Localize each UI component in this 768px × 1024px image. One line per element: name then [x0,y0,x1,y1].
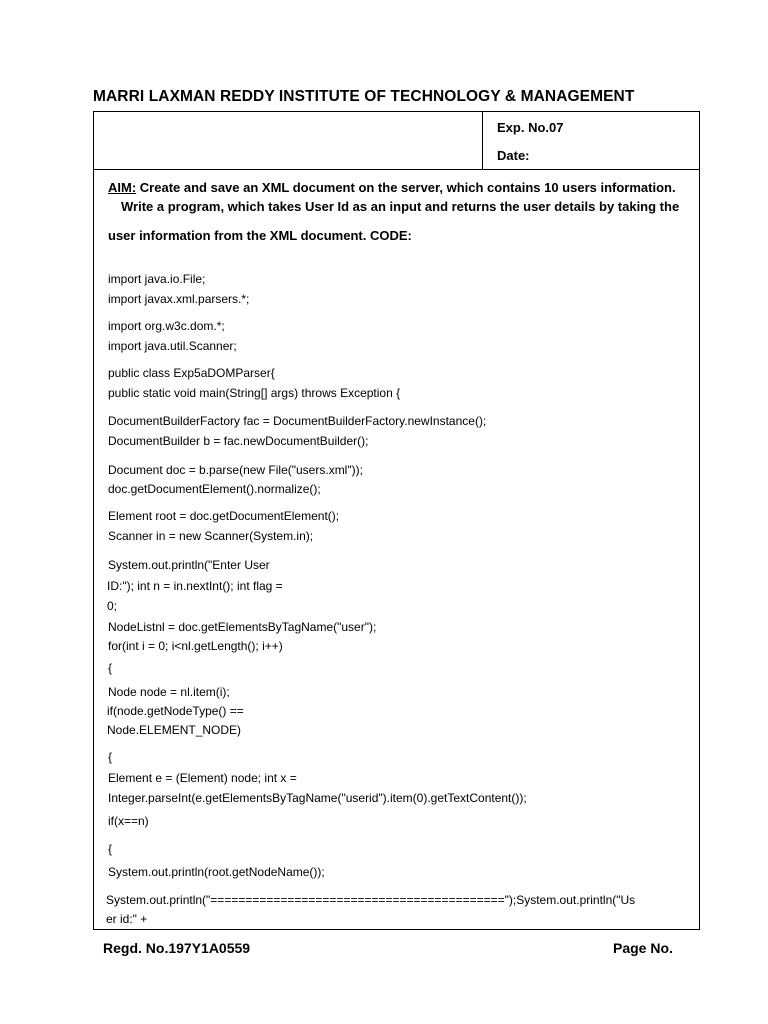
code-line: public class Exp5aDOMParser{ [108,366,275,380]
code-line: ID:"); int n = in.nextInt(); int flag = [107,579,283,593]
institute-title: MARRI LAXMAN REDDY INSTITUTE OF TECHNOLOGY & MANAGEMENT [93,88,635,105]
code-line: Node node = nl.item(i); [108,685,230,699]
code-line: public static void main(String[] args) throws Exception { [108,386,401,400]
document-frame [93,111,700,930]
code-line: if(x==n) [108,814,149,828]
experiment-number: Exp. No.07 [497,120,564,135]
code-line: NodeListnl = doc.getElementsByTagName("user"); [108,620,377,634]
code-line: import org.w3c.dom.*; [108,319,225,333]
page-number-label: Page No. [613,940,673,956]
code-line: er id:" + [106,912,148,926]
code-line: Element e = (Element) node; int x = [108,771,297,785]
code-line: DocumentBuilderFactory fac = DocumentBuilderFactory.newInstance(); [108,414,487,428]
code-line: Scanner in = new Scanner(System.in); [108,529,314,543]
date-label: Date: [497,148,530,163]
aim-line-3: user information from the XML document. CODE: [108,228,412,243]
aim-label: AIM: [108,180,137,195]
code-line: System.out.println("Enter User [108,558,270,572]
code-line: import javax.xml.parsers.*; [108,292,250,306]
code-line: Node.ELEMENT_NODE) [107,723,242,737]
code-line: Integer.parseInt(e.getElementsByTagName("userid").item(0).getTextContent()); [108,791,527,805]
code-line: Element root = doc.getDocumentElement(); [108,509,340,523]
aim-line-1 [108,180,676,195]
code-line: 0; [107,599,118,613]
registration-number: Regd. No.197Y1A0559 [103,940,251,956]
code-line: doc.getDocumentElement().normalize(); [108,482,321,496]
code-line: DocumentBuilder b = fac.newDocumentBuilder(); [108,434,369,448]
code-line: System.out.println(root.getNodeName()); [108,865,325,879]
code-line: { [108,661,113,675]
aim-text-1: Create and save an XML document on the server, which contains 10 users information. [136,180,676,195]
code-line: { [108,750,113,764]
code-line: Document doc = b.parse(new File("users.xml")); [108,463,363,477]
aim-line-2: Write a program, which takes User Id as an input and returns the user details by taking the [121,199,680,214]
code-line: if(node.getNodeType() == [107,704,244,718]
code-line: System.out.println("==========================================");System.out.println("Us [106,893,636,907]
code-line: import java.io.File; [108,272,206,286]
code-line: { [108,842,113,856]
code-line: for(int i = 0; i<nl.getLength(); i++) [108,639,283,653]
content-area [94,112,699,929]
code-line: import java.util.Scanner; [108,339,237,353]
